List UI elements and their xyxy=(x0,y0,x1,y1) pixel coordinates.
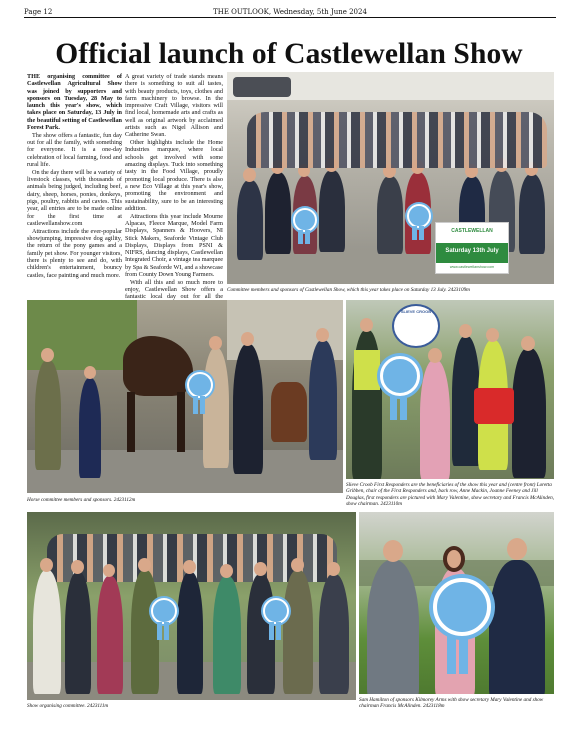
article-paragraph: Attractions include the ever-popular showjumping, impressive dog agility, the return of the pony games and a family pet show. For younger visitors, there is plenty to see and do, with children's entertainment, bouncy castles, face painting and much more. xyxy=(27,227,122,279)
slieve-croob-logo xyxy=(392,304,440,348)
rosette-icon xyxy=(263,598,289,624)
caption-sponsor: Sam Hamilton of sponsors Kilmorey Arms with show secretary Mary Valentine and show chairman Francis McAlinden. 2423118m xyxy=(359,697,544,710)
rosette-icon xyxy=(151,598,177,624)
first-aid-bag xyxy=(474,388,514,424)
article-paragraph: Attractions this year include Mourne Alpacas, Fleece Marque, Model Farm Displays, Spanners & Hoovers, NI Stick Makers, Seaforde Vintage Club Displays, Displays from PSNI & NIFRS, dancing displays, Castlewellan Integrated Choir, a vintage tea marquee by Spa & Seaforde WI, and a showcase from County Down Young Farmers. xyxy=(125,212,223,279)
article-paragraph: With all this and so much more to enjoy, Castlewellan Show offers a fantastic local day out for all the xyxy=(125,278,223,301)
caption-committee: Show organising committee. 2423111m xyxy=(27,703,109,709)
article-body xyxy=(27,73,122,279)
rosette-icon xyxy=(293,208,317,232)
article-paragraph: On the day there will be a variety of livestock classes, with thousands of animals being judged, including beef, dairy, sheep, horses, ponies, donkeys, pigs, poultry, rabbits and cavies. This year, all entries are to be made online for the first time at castlewellanshow.com xyxy=(27,168,122,227)
photo-horse xyxy=(27,300,343,493)
rosette-icon xyxy=(433,578,491,636)
banner-date: Saturday 13th July xyxy=(445,248,499,254)
page-number: Page 12 xyxy=(24,8,53,16)
logo-text: SLIEVE CROOB xyxy=(400,309,432,314)
photo-committee xyxy=(27,512,356,700)
show-banner xyxy=(435,222,509,274)
rosette-icon xyxy=(407,204,431,228)
article-paragraph: The show offers a fantastic, fun day out for all the family, with something for everyone. It is a one-day celebration of local farming, food and rural life. xyxy=(27,131,122,169)
banner-brand: CASTLEWELLAN xyxy=(451,228,493,234)
caption-horse: Horse committee members and sponsors. 2423112m xyxy=(27,497,136,503)
photo-responders xyxy=(346,300,554,479)
article-paragraph: THE organising committee of Castlewellan Agricultural Show was joined by supporters and sponsors on Tuesday, 28 May to launch this year's show, which takes place on Saturday, 13 July in the beautiful setting of Castlewellan Forest Park. xyxy=(27,73,122,132)
rosette-icon xyxy=(187,372,213,398)
headline: Official launch of Castlewellan Show xyxy=(55,38,523,70)
caption-main: Committee members and sponsors of Castlewellan Show, which this year takes place on Saturday 13 July. 2423109m xyxy=(227,287,470,293)
photo-main-group xyxy=(227,72,554,284)
masthead: THE OUTLOOK, Wednesday, 5th June 2024 xyxy=(213,8,367,16)
banner-url: www.castlewellanshow.com xyxy=(449,265,495,269)
rosette-icon xyxy=(380,356,420,396)
article-body-2 xyxy=(125,73,223,338)
header-rule xyxy=(24,17,556,18)
photo-sponsor xyxy=(359,512,554,694)
article-paragraph: Other highlights include the Home Industries marquee, where local schools get involved with some amazing displays. Tuck into something tasty in the Food Village, proudly promoting local produce. There is also a new Eco Village at this year's show, promoting the environment and sustainability, sure to be an interesting addition. xyxy=(125,139,223,212)
article-paragraph: A great variety of trade stands means there is something to suit all tastes, with beauty products, toys, clothes and farm machinery to browse. In the impressive Craft Village, visitors will find local, homemade arts and crafts as well as original artwork by acclaimed artists such as Nigel Allison and Catherine Swan. xyxy=(125,73,223,139)
caption-responders: Slieve Croob First Responders are the beneficiaries of the show this year and (centre front) Loretta Gribben, chair of the First Responders and, back row, Anne Mackin, Joanne Feeney and Jill Douglas, first responders are pictured with Mary Valentine, show secretary and Francis McAlinden, show chairman. 2423110m xyxy=(346,482,555,507)
